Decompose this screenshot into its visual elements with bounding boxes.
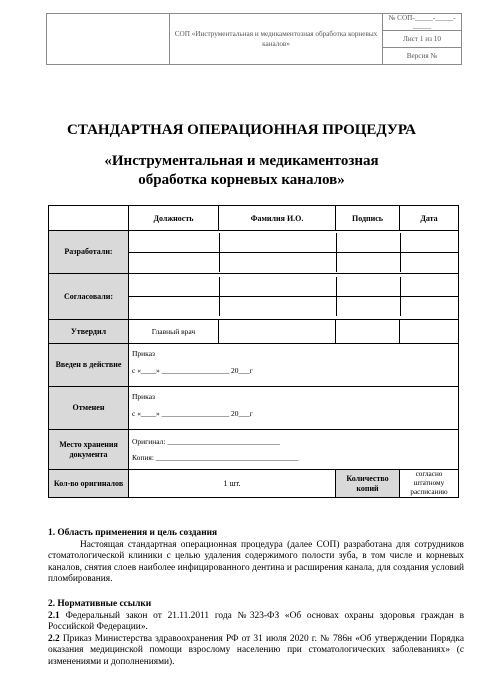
introduced-row [49, 344, 459, 387]
agreed-row [49, 274, 459, 320]
approval-table [48, 205, 459, 498]
col-name-header: Фамилия И.О. [219, 206, 336, 231]
approved-date [400, 320, 459, 344]
col-date-header: Дата [400, 206, 459, 231]
header-sop-number: № СОП-_____-_____-_____ [383, 14, 462, 31]
approved-name [219, 320, 336, 344]
counts-row [49, 470, 459, 498]
reference-item-1-number: 2.1 [48, 610, 60, 621]
developed-cells [129, 231, 459, 274]
storage-original: Оригинал: ______________________________ [132, 437, 280, 446]
reference-item-2 [48, 634, 464, 669]
reference-item-2-number: 2.2 [48, 633, 60, 644]
storage-details [129, 430, 459, 470]
reference-item-1-text: Федеральный закон от 21.11.2011 года №323-ФЗ «Об основах охраны здоровья граждан в Российской Федерации». [48, 610, 464, 633]
approved-signature [336, 320, 400, 344]
introduced-date: с «____» __________________ 20___г [132, 366, 253, 375]
approved-label: Утвердил [49, 320, 129, 344]
header-blank-cell [47, 14, 170, 65]
storage-label: Место хранения документа [49, 430, 129, 470]
cancelled-row [49, 387, 459, 430]
section-references-heading: 2. Нормативные ссылки [48, 599, 152, 609]
introduced-label: Введен в действие [49, 344, 129, 387]
originals-count-label: Кол-во оригиналов [49, 470, 129, 498]
approved-row [49, 320, 459, 344]
cancelled-order: Приказ [132, 392, 156, 401]
agreed-label: Согласовали: [49, 274, 129, 320]
reference-item-1 [48, 611, 464, 634]
reference-item-2-text: Приказ Министерства здравоохранения РФ от 31 июля 2020 г. № 786н «Об утверждении Порядка оказания медицинской помощи взрослому населению при стоматологических заболеваниях» (с изменениями и дополнениями). [48, 633, 464, 667]
introduced-details [129, 344, 459, 387]
section-scope [48, 528, 464, 586]
agreed-cells [129, 274, 459, 320]
col-signature-header: Подпись [336, 206, 400, 231]
introduced-order: Приказ [132, 349, 156, 358]
document-header [46, 13, 462, 65]
header-version: Версия № [383, 48, 462, 65]
document-subtitle: «Инструментальная и медикаментозная обработка корневых каналов» [104, 153, 379, 188]
section-references [48, 599, 464, 669]
originals-count-value: 1 шт. [129, 470, 336, 498]
cancelled-label: Отменен [49, 387, 129, 430]
cancelled-date: с «____» __________________ 20___г [132, 409, 253, 418]
copies-count-value: согласно штатному расписанию [400, 470, 459, 498]
developed-row [49, 231, 459, 274]
document-title: СТАНДАРТНАЯ ОПЕРАЦИОННАЯ ПРОЦЕДУРА [66, 122, 416, 138]
header-sop-title: СОП «Инструментальная и медикаментозная обработка корневых каналов» [170, 14, 383, 65]
copies-count-label: Количество копий [336, 470, 400, 498]
section-scope-heading: 1. Область применения и цель создания [48, 528, 218, 538]
storage-row [49, 430, 459, 470]
cancelled-details [129, 387, 459, 430]
storage-copy: Копия: ______________________________________ [132, 453, 299, 462]
col-position-header: Должность [129, 206, 219, 231]
header-sheet: Лист 1 из 10 [383, 31, 462, 48]
section-scope-text: Настоящая стандартная операционная процедура (далее СОП) разработана для сотрудников стоматологической клиники с целью удаления содержимого полости зуба, в том числе и корневых каналов, снятия слоев наиболее инфицированного дентина и расширения канала, для создания условий пломбирования. [48, 539, 464, 585]
header-empty-cell [49, 206, 129, 231]
developed-label: Разработали: [49, 231, 129, 274]
table-header-row [49, 206, 459, 231]
approved-position: Главный врач [129, 320, 219, 344]
